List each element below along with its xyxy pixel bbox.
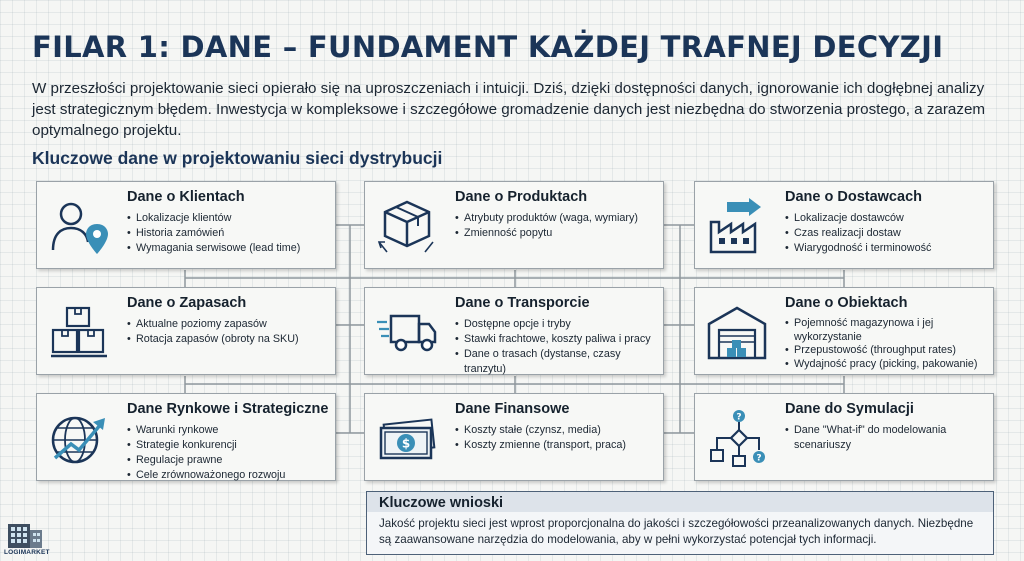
supplier-factory-icon bbox=[705, 196, 769, 256]
list-item: • Dostępne opcje i tryby bbox=[455, 317, 663, 332]
card-list bbox=[127, 211, 300, 256]
card-transport bbox=[364, 287, 664, 375]
card-title: Dane o Klientach bbox=[127, 189, 245, 205]
logo-brand-text: LOGIMARKET bbox=[4, 549, 50, 556]
conclusions-text: Jakość projektu sieci jest wprost proporcjonalna do jakości i szczegółowości przeanalizowanych danych. Niezbędne są zaawansowane narzędzia do modelowania, aby w pełni wykorzystać potencjał tych informacji. bbox=[379, 517, 974, 546]
card-obiekty bbox=[694, 287, 994, 375]
list-item: • Pojemność magazynowa i jej wykorzystanie bbox=[785, 317, 993, 344]
list-item: • Wymagania serwisowe (lead time) bbox=[127, 241, 300, 256]
svg-text:$: $ bbox=[401, 436, 411, 451]
list-item: • Przepustowość (throughput rates) bbox=[785, 344, 993, 358]
section-subtitle: Kluczowe dane w projektowaniu sieci dystrybucji bbox=[32, 148, 443, 168]
card-list bbox=[127, 423, 285, 483]
list-item: • Zmienność popytu bbox=[455, 226, 638, 241]
card-zapasy bbox=[36, 287, 336, 375]
card-dostawcy bbox=[694, 181, 994, 269]
svg-text:?: ? bbox=[756, 453, 762, 464]
list-item: • Wydajność pracy (picking, pakowanie) bbox=[785, 358, 993, 372]
simulation-flowchart-icon bbox=[705, 408, 769, 468]
card-list bbox=[785, 317, 993, 371]
money-banknote-icon bbox=[375, 408, 439, 468]
card-title: Dane Finansowe bbox=[455, 401, 570, 417]
globe-trend-icon bbox=[47, 408, 111, 468]
card-list bbox=[127, 317, 299, 347]
list-item: • Strategie konkurencji bbox=[127, 438, 285, 453]
list-item: • Dane "What-if" do modelowania scenariuszy bbox=[785, 423, 975, 453]
card-title: Dane o Zapasach bbox=[127, 295, 247, 311]
building-logo-icon bbox=[4, 520, 44, 548]
card-finansowe bbox=[364, 393, 664, 481]
card-title: Dane o Dostawcach bbox=[785, 189, 922, 205]
card-title: Dane do Symulacji bbox=[785, 401, 914, 417]
card-title: Dane o Obiektach bbox=[785, 295, 908, 311]
card-title: Dane Rynkowe i Strategiczne bbox=[127, 401, 329, 417]
conclusions-title: Kluczowe wnioski bbox=[379, 495, 504, 511]
page-title: FILAR 1: DANE – FUNDAMENT KAŻDEJ TRAFNEJ DECYZJI bbox=[32, 30, 944, 64]
list-item: • Atrybuty produktów (waga, wymiary) bbox=[455, 211, 638, 226]
list-item: • Rotacja zapasów (obroty na SKU) bbox=[127, 332, 299, 347]
card-title: Dane o Transporcie bbox=[455, 295, 590, 311]
list-item: • Warunki rynkowe bbox=[127, 423, 285, 438]
list-item: • Koszty stałe (czynsz, media) bbox=[455, 423, 626, 438]
list-item: • Lokalizacje dostawców bbox=[785, 211, 931, 226]
conclusions-box bbox=[366, 491, 994, 555]
list-item: • Aktualne poziomy zapasów bbox=[127, 317, 299, 332]
card-rynkowe bbox=[36, 393, 336, 481]
card-symulacja bbox=[694, 393, 994, 481]
list-item: • Koszty zmienne (transport, praca) bbox=[455, 438, 626, 453]
card-title: Dane o Produktach bbox=[455, 189, 588, 205]
svg-text:?: ? bbox=[736, 412, 742, 423]
inventory-boxes-icon bbox=[47, 302, 111, 362]
list-item: • Dane o trasach (dystanse, czasy tranzytu) bbox=[455, 347, 663, 377]
card-list bbox=[455, 317, 663, 377]
list-item: • Cele zrównoważonego rozwoju bbox=[127, 468, 285, 483]
list-item: • Lokalizacje klientów bbox=[127, 211, 300, 226]
logimarket-logo bbox=[4, 520, 50, 560]
list-item: • Wiarygodność i terminowość bbox=[785, 241, 931, 256]
card-list bbox=[455, 423, 626, 453]
list-item: • Historia zamówień bbox=[127, 226, 300, 241]
customer-location-icon bbox=[47, 196, 111, 256]
warehouse-icon bbox=[705, 302, 769, 362]
intro-paragraph: W przeszłości projektowanie sieci opierało się na uproszczeniach i intuicji. Dziś, dzięki dostępności danych, ignorowanie ich dogłębnej analizy jest strategicznym błędem. Inwestycja w kompleksowe i szczegółowe gromadzenie danych jest niezbędna do stworzenia prostego, a zarazem optymalnego projektu. bbox=[32, 80, 986, 139]
list-item: • Regulacje prawne bbox=[127, 453, 285, 468]
list-item: • Stawki frachtowe, koszty paliwa i pracy bbox=[455, 332, 663, 347]
card-list bbox=[785, 423, 975, 453]
card-list bbox=[455, 211, 638, 241]
card-produkty bbox=[364, 181, 664, 269]
card-list bbox=[785, 211, 931, 256]
list-item: • Czas realizacji dostaw bbox=[785, 226, 931, 241]
product-box-icon bbox=[375, 196, 439, 256]
card-klienci bbox=[36, 181, 336, 269]
delivery-truck-icon bbox=[375, 302, 439, 362]
